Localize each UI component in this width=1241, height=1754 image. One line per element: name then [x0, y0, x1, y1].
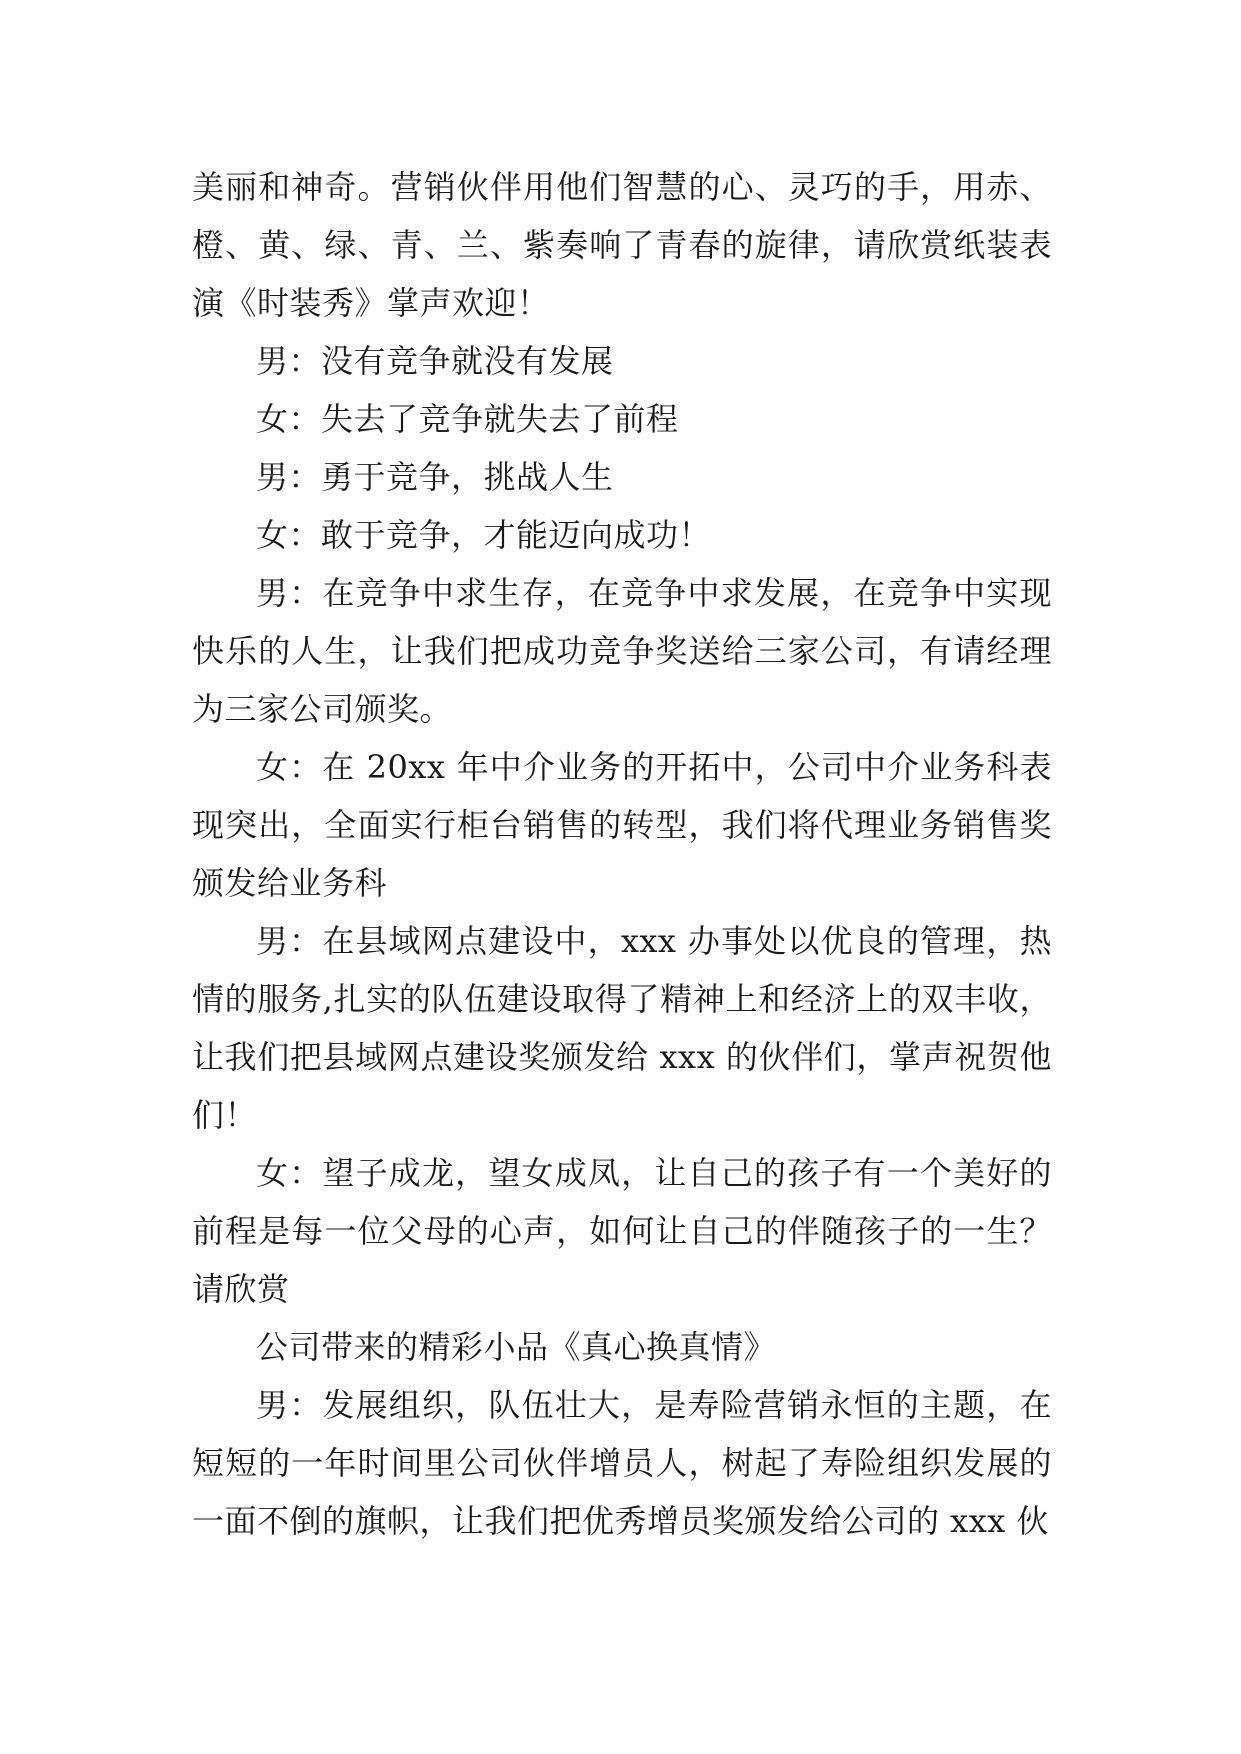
paragraph-skit-title: 公司带来的精彩小品《真心换真情》	[256, 1328, 777, 1366]
paragraph-intro: 美丽和神奇。营销伙伴用他们智慧的心、灵巧的手，用赤、橙、黄、绿、青、兰、紫奏响了青春的旋律，请欣赏纸装表演《时装秀》掌声欢迎！	[192, 168, 1052, 322]
document-page	[192, 158, 1052, 1550]
paragraph-male-line-1: 男：没有竞争就没有发展	[256, 342, 614, 380]
paragraph-county-network-award: 男：在县域网点建设中，xxx 办事处以优良的管理，热情的服务,扎实的队伍建设取得了精神上和经济上的双丰收，让我们把县域网点建设奖颁发给 xxx 的伙伴们，掌声祝贺他们！	[192, 922, 1052, 1134]
paragraph-female-line-2: 女：敢于竞争，才能迈向成功！	[256, 516, 712, 554]
paragraph-male-line-2: 男：勇于竞争，挑战人生	[256, 458, 614, 496]
paragraph-female-line-1: 女：失去了竞争就失去了前程	[256, 400, 679, 438]
paragraph-recruitment-award: 男：发展组织，队伍壮大，是寿险营销永恒的主题，在短短的一年时间里公司伙伴增员人，树起了寿险组织发展的一面不倒的旗帜，让我们把优秀增员奖颁发给公司的 xxx 伙	[192, 1386, 1052, 1540]
paragraph-parents-skit-intro: 女：望子成龙，望女成凤，让自己的孩子有一个美好的前程是每一位父母的心声，如何让自己的伴随孩子的一生？请欣赏	[192, 1154, 1052, 1308]
paragraph-agency-award: 女：在 20xx 年中介业务的开拓中，公司中介业务科表现突出，全面实行柜台销售的转型，我们将代理业务销售奖颁发给业务科	[192, 748, 1052, 902]
paragraph-competition-award: 男：在竞争中求生存，在竞争中求发展，在竞争中实现快乐的人生，让我们把成功竞争奖送给三家公司，有请经理为三家公司颁奖。	[192, 574, 1052, 728]
